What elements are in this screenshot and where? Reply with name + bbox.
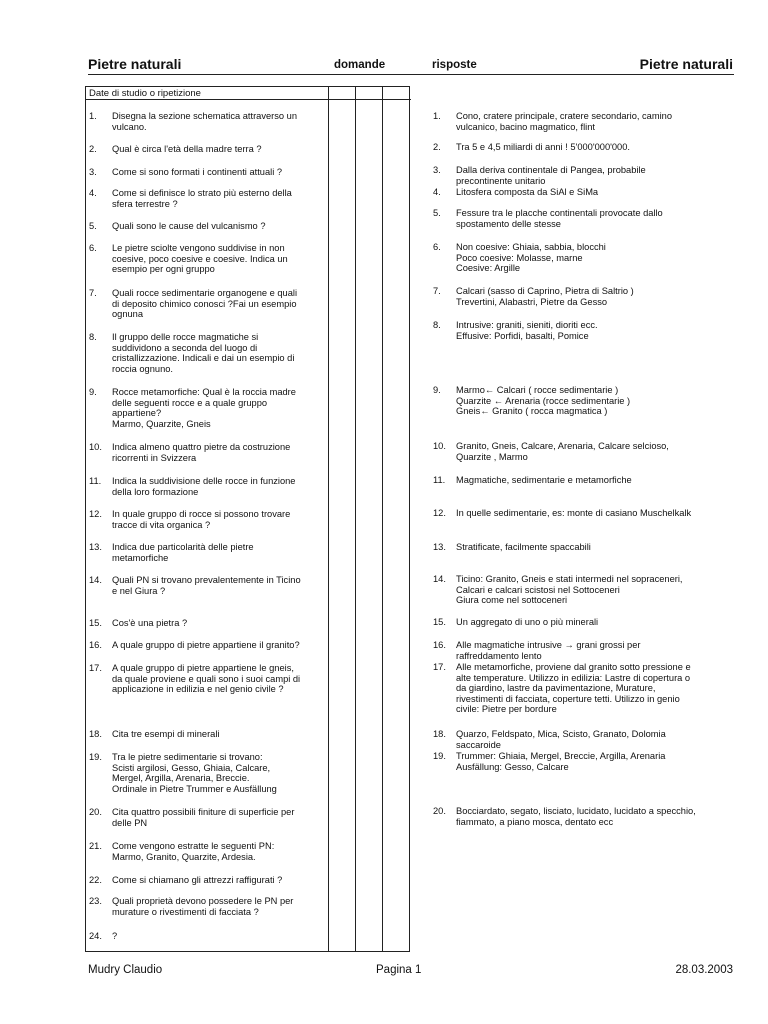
answer-text: Calcari (sasso di Caprino, Pietra di Saltrio ) Trevertini, Alabastri, Pietre da Gesso	[456, 286, 634, 307]
question-text: Quali rocce sedimentarie organogene e quali di deposito chimico conosci ?Fai un esempio ognuna	[112, 288, 298, 320]
footer-page-number: Pagina 1	[376, 964, 422, 976]
question-number: 20.	[89, 807, 102, 817]
question-number: 7.	[89, 288, 97, 298]
answer-number: 18.	[433, 729, 446, 739]
question-text: Disegna la sezione schematica attraverso un vulcano.	[112, 111, 298, 132]
question-number: 16.	[89, 640, 102, 650]
answer-number: 6.	[433, 242, 441, 252]
answer-text: Un aggregato di uno o più minerali	[456, 617, 599, 627]
answer-text: Alle metamorfiche, proviene dal granito sotto pressione e alte temperature. Utilizzo in edilizia: Lastre di copertura o da giardino, lastre da pavimentazione, Murature, rivestimenti di facciata, coperture tetti. Utilizzo in genio civile: Pietre per bordure	[456, 662, 691, 715]
answer-text: Bocciardato, segato, lisciato, lucidato, lucidato a specchio, fiammato, a piano mosca, dentato ecc	[456, 806, 696, 827]
answer-text: Magmatiche, sedimentarie e metamorfiche	[456, 475, 632, 485]
question-text: Le pietre sciolte vengono suddivise in non coesive, poco coesive e coesive. Indica un esempio per ogni gruppo	[112, 243, 288, 275]
answer-number: 3.	[433, 165, 441, 175]
answer-text: Alle magmatiche intrusive → grani grossi per raffreddamento lento	[456, 640, 641, 661]
date-column-divider	[382, 87, 383, 951]
question-number: 1.	[89, 111, 97, 121]
answer-text: In quelle sedimentarie, es: monte di casiano Muschelkalk	[456, 508, 692, 518]
question-number: 19.	[89, 752, 102, 762]
question-number: 18.	[89, 729, 102, 739]
question-number: 5.	[89, 221, 97, 231]
header-col-domande: domande	[334, 59, 386, 71]
answer-number: 11.	[433, 475, 446, 485]
question-number: 4.	[89, 188, 97, 198]
question-text: Come si sono formati i continenti attuali ?	[112, 167, 283, 177]
question-text: Come vengono estratte le seguenti PN: Marmo, Granito, Quarzite, Ardesia.	[112, 841, 275, 862]
question-text: Quali proprietà devono possedere le PN per murature o rivestimenti di facciata ?	[112, 896, 294, 917]
answer-number: 12.	[433, 508, 446, 518]
answer-text: Marmo← Calcari ( rocce sedimentarie ) Quarzite ← Arenaria (rocce sedimentarie ) Gneis← Granito ( rocca magmatica )	[456, 385, 631, 417]
question-number: 10.	[89, 442, 102, 452]
question-text: Come si chiamano gli attrezzi raffigurati ?	[112, 875, 283, 885]
question-text: Indica almeno quattro pietre da costruzione ricorrenti in Svizzera	[112, 442, 291, 463]
question-number: 12.	[89, 509, 102, 519]
question-text: Quali PN si trovano prevalentemente in Ticino e nel Giura ?	[112, 575, 301, 596]
question-text: Come si definisce lo strato più esterno della sfera terrestre ?	[112, 188, 292, 209]
header-title-right: Pietre naturali	[639, 56, 733, 72]
answer-number: 4.	[433, 187, 441, 197]
question-text: Rocce metamorfiche: Qual è la roccia madre delle seguenti rocce e a quale gruppo appartiene? Marmo, Quarzite, Gneis	[112, 387, 296, 429]
header-title-left: Pietre naturali	[88, 56, 182, 72]
answer-text: Stratificate, facilmente spaccabili	[456, 542, 591, 552]
header-col-risposte: risposte	[432, 59, 477, 71]
answer-number: 10.	[433, 441, 446, 451]
question-text: Indica due particolarità delle pietre metamorfiche	[112, 542, 254, 563]
question-text: Qual è circa l'età della madre terra ?	[112, 144, 262, 154]
answer-number: 17.	[433, 662, 446, 672]
answer-text: Ticino: Granito, Gneis e stati intermedi nel sopraceneri, Calcari e calcari scistosi nel Sottoceneri Giura come nel sottoceneri	[456, 574, 683, 606]
answer-text: Tra 5 e 4,5 miliardi di anni ! 5'000'000'000.	[456, 142, 630, 152]
question-text: Cos'è una pietra ?	[112, 618, 188, 628]
answer-number: 5.	[433, 208, 441, 218]
header-divider	[88, 74, 734, 75]
question-number: 17.	[89, 663, 102, 673]
question-text: Tra le pietre sedimentarie si trovano: Scisti argilosi, Gesso, Ghiaia, Calcare, Mergel, Argilla, Arenaria, Breccie. Ordinale in Pietre Trummer e Ausfällung	[112, 752, 277, 794]
question-text: Indica la suddivisione delle rocce in funzione della loro formazione	[112, 476, 296, 497]
answer-text: Trummer: Ghiaia, Mergel, Breccie, Argilla, Arenaria Ausfällung: Gesso, Calcare	[456, 751, 666, 772]
answer-number: 13.	[433, 542, 446, 552]
answer-number: 1.	[433, 111, 441, 121]
answer-number: 8.	[433, 320, 441, 330]
answer-text: Fessure tra le placche continentali provocate dallo spostamento delle stesse	[456, 208, 663, 229]
footer-date: 28.03.2003	[675, 964, 733, 976]
question-number: 8.	[89, 332, 97, 342]
question-number: 15.	[89, 618, 102, 628]
question-number: 23.	[89, 896, 102, 906]
answer-text: Quarzo, Feldspato, Mica, Scisto, Granato, Dolomia saccaroide	[456, 729, 666, 750]
answer-text: Dalla deriva continentale di Pangea, probabile precontinente unitario	[456, 165, 646, 186]
date-label: Date di studio o ripetizione	[89, 88, 201, 99]
question-number: 3.	[89, 167, 97, 177]
question-number: 2.	[89, 144, 97, 154]
question-number: 9.	[89, 387, 97, 397]
question-text: ?	[112, 931, 118, 941]
answer-number: 20.	[433, 806, 446, 816]
question-text: Quali sono le cause del vulcanismo ?	[112, 221, 266, 231]
page-footer	[88, 964, 733, 978]
question-number: 13.	[89, 542, 102, 552]
answer-text: Litosfera composta da SiAl e SiMa	[456, 187, 599, 197]
answer-number: 9.	[433, 385, 441, 395]
question-number: 14.	[89, 575, 102, 585]
answer-number: 19.	[433, 751, 446, 761]
question-number: 6.	[89, 243, 97, 253]
question-text: Cita quattro possibili finiture di superficie per delle PN	[112, 807, 295, 828]
question-number: 24.	[89, 931, 102, 941]
answer-number: 14.	[433, 574, 446, 584]
question-number: 11.	[89, 476, 102, 486]
question-number: 21.	[89, 841, 102, 851]
date-column-divider	[355, 87, 356, 951]
question-text: A quale gruppo di pietre appartiene le gneis, da quale proviene e quali sono i suoi campi di applicazione in edilizia e nel genio civile ?	[112, 663, 301, 695]
date-row	[86, 87, 411, 100]
answer-text: Non coesive: Ghiaia, sabbia, blocchi Poco coesive: Molasse, marne Coesive: Argille	[456, 242, 606, 274]
question-text: Il gruppo delle rocce magmatiche si suddividono a seconda del luogo di cristallizzazione. Indicali e dai un esempio di roccia ognuno.	[112, 332, 295, 374]
footer-author: Mudry Claudio	[88, 964, 163, 976]
question-text: Cita tre esempi di minerali	[112, 729, 220, 739]
answer-text: Cono, cratere principale, cratere secondario, camino vulcanico, bacino magmatico, flint	[456, 111, 673, 132]
answer-number: 15.	[433, 617, 446, 627]
question-number: 22.	[89, 875, 102, 885]
question-text: In quale gruppo di rocce si possono trovare tracce di vita organica ?	[112, 509, 291, 530]
answer-text: Granito, Gneis, Calcare, Arenaria, Calcare selcioso, Quarzite , Marmo	[456, 441, 669, 462]
answer-number: 2.	[433, 142, 441, 152]
answer-text: Intrusive: graniti, sieniti, dioriti ecc. Effusive: Porfidi, basalti, Pomice	[456, 320, 598, 341]
answer-number: 7.	[433, 286, 441, 296]
answer-number: 16.	[433, 640, 446, 650]
page-header	[88, 56, 733, 76]
question-text: A quale gruppo di pietre appartiene il granito?	[112, 640, 300, 650]
